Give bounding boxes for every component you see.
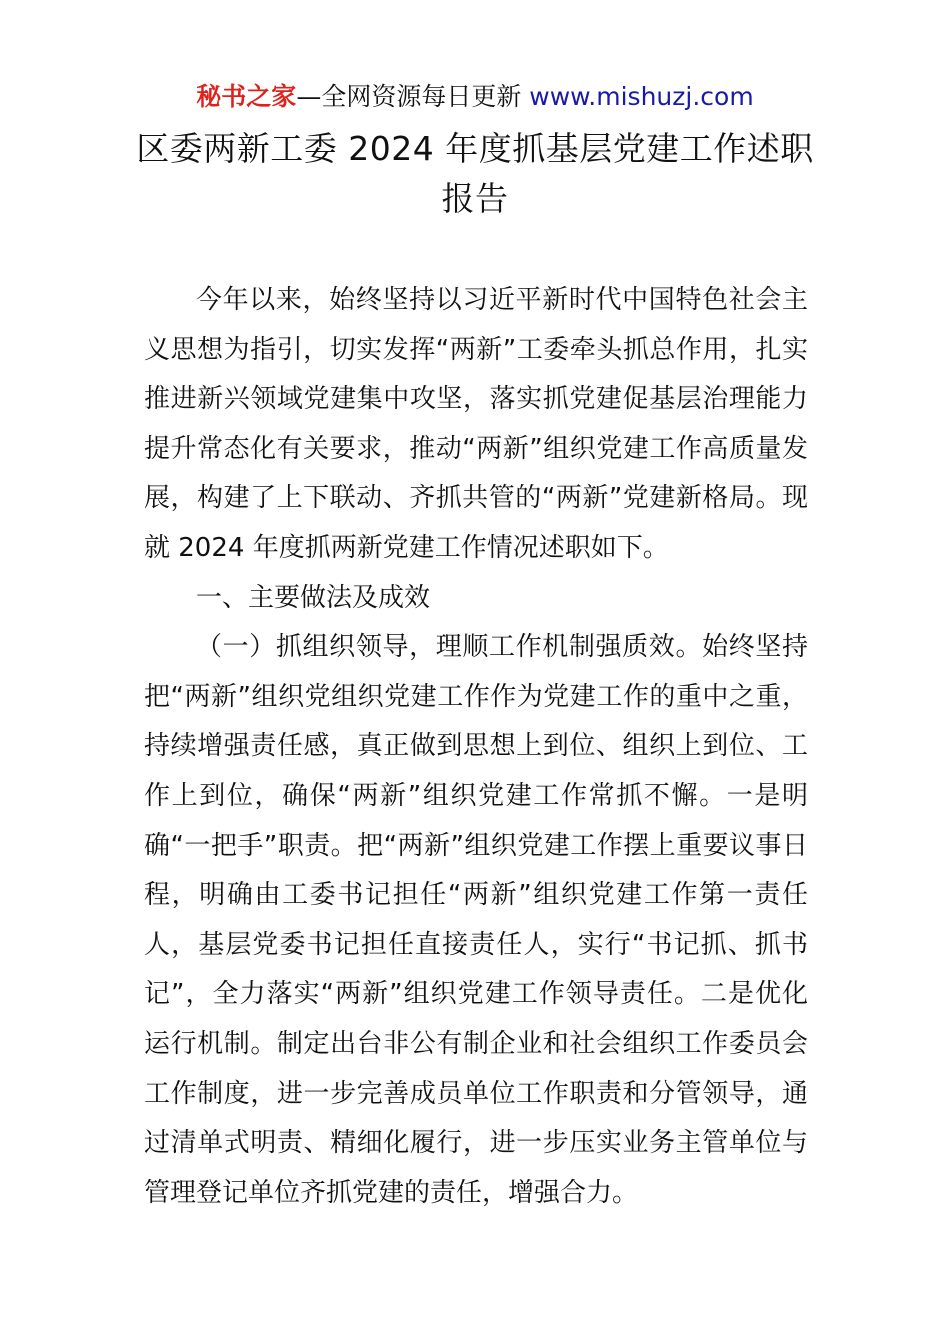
title-line-1: 区委两新工委 2024 年度抓基层党建工作述职 — [136, 129, 814, 168]
site-banner — [0, 80, 950, 114]
document-body — [144, 276, 808, 1218]
section-heading: 一、主要做法及成效 — [196, 582, 431, 613]
title-line-2: 报告 — [441, 179, 509, 218]
site-url[interactable]: www.mishuzj.com — [529, 82, 754, 111]
body-paragraph: （一）抓组织领导，理顺工作机制强质效。始终坚持把“两新”组织党组织党建工作作为党建工作的重中之重，持续增强责任感，真正做到思想上到位、组织上到位、工作上到位，确保“两新”组织党建工作常抓不懈。一是明确“一把手”职责。把“两新”组织党建工作摆上重要议事日程，明确由工委书记担任“两新”组织党建工作第一责任人，基层党委书记担任直接责任人，实行“书记抓、抓书记”，全力落实“两新”组织党建工作领导责任。二是优化运行机制。制定出台非公有制企业和社会组织工作委员会工作制度，进一步完善成员单位工作职责和分管领导，通过清单式明责、精细化履行，进一步压实业务主管单位与管理登记单位齐抓党建的责任，增强合力。 — [144, 632, 808, 1208]
banner-tagline: —全网资源每日更新 — [296, 82, 530, 111]
brand-name: 秘书之家 — [196, 82, 297, 111]
document-title — [120, 124, 830, 224]
intro-paragraph: 今年以来，始终坚持以习近平新时代中国特色社会主义思想为指引，切实发挥“两新”工委牵头抓总作用，扎实推进新兴领域党建集中攻坚，落实抓党建促基层治理能力提升常态化有关要求，推动“两新”组织党建工作高质量发展，构建了上下联动、齐抓共管的“两新”党建新格局。现就 2024 年度抓两新党建工作情况述职如下。 — [144, 285, 808, 563]
